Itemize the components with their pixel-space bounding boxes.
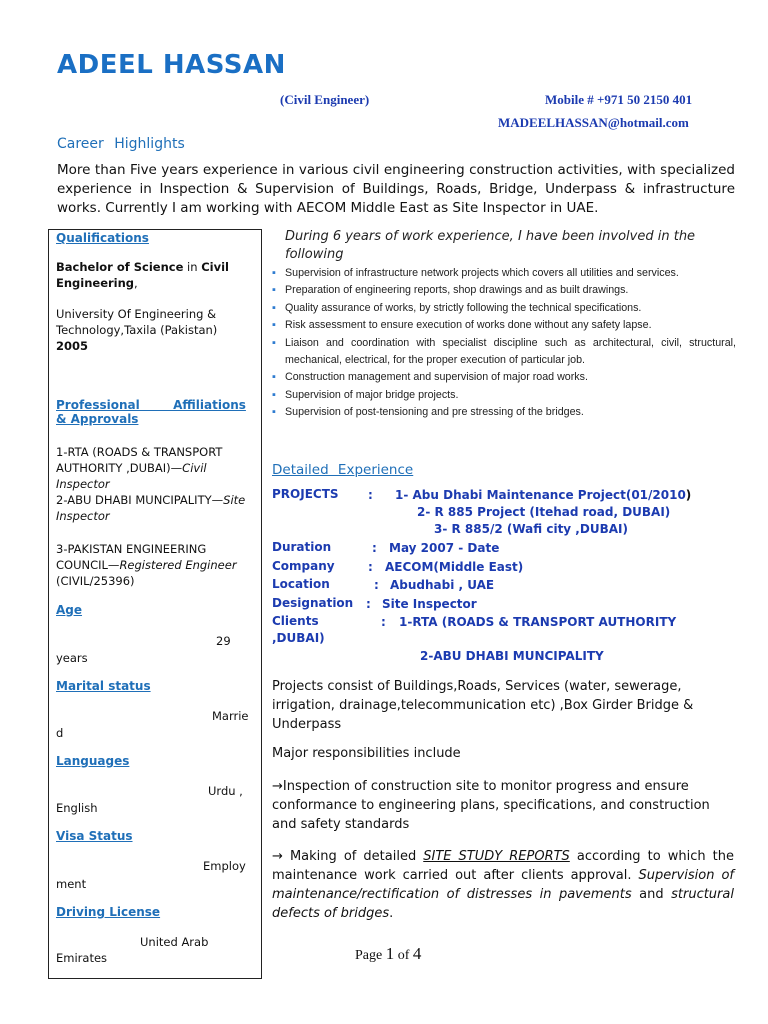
project-1 xyxy=(395,488,691,502)
age-heading: Age xyxy=(56,603,83,617)
age-unit: years xyxy=(56,651,88,665)
resp2-and: and xyxy=(631,887,672,902)
list-item: ▪ Liaison and coordination with specialist discipline such as architectural, civil, structural, mechanical, electrical, for the proper execution of particular job. xyxy=(272,335,736,370)
location-value: Abudhabi , UAE xyxy=(390,578,495,592)
affiliation-rta-role: Civil Inspector xyxy=(56,461,207,491)
resp2-middle: according to which the maintenance work carried out after clients approval. xyxy=(272,849,734,883)
page-current: 1 xyxy=(385,944,395,963)
marital-heading: Marital status xyxy=(56,679,151,693)
projects-description: Projects consist of Buildings,Roads, Services (water, sewerage, irrigation, drainage,telecommunication etc) ,Box Girder Bridge & Underpass xyxy=(272,679,694,732)
project-2: 2- R 885 Project (Itehad road, DUBAI) xyxy=(417,505,671,519)
experience-intro: During 6 years of work experience, I have been involved in the following xyxy=(285,229,696,262)
affiliations-heading-line1: Professional Affiliations xyxy=(56,398,246,412)
designation-label: Designation xyxy=(272,596,354,610)
age-value: 29 xyxy=(216,634,231,648)
major-responsibilities: Major responsibilities include xyxy=(272,746,461,761)
languages-value-2: English xyxy=(56,801,98,815)
driving-value-part2: Emirates xyxy=(56,951,108,965)
languages-value-1: Urdu , xyxy=(208,784,243,798)
degree xyxy=(56,259,254,291)
project-1-close: ) xyxy=(685,488,692,502)
page-total: 4 xyxy=(412,944,422,963)
languages-heading: Languages xyxy=(56,754,130,768)
location-label: Location xyxy=(272,577,330,591)
experience-bullets xyxy=(272,265,736,422)
affiliation-pec xyxy=(56,541,254,589)
projects-label: PROJECTS xyxy=(272,487,339,501)
affiliation-pec-role: Registered Engineer xyxy=(119,558,237,572)
list-item: ▪ Supervision of infrastructure network projects which covers all utilities and services. xyxy=(272,265,736,282)
marital-value-part2: d xyxy=(56,726,64,740)
clients-colon: : xyxy=(381,615,386,629)
location-colon: : xyxy=(374,578,379,592)
resp2-end: . xyxy=(389,906,394,921)
degree-name: Bachelor of Science xyxy=(56,260,184,274)
visa-value-part1: Employ xyxy=(203,859,246,873)
marital-value-part1: Marrie xyxy=(212,709,249,723)
affiliations-heading-line2: & Approvals xyxy=(56,412,139,426)
degree-comma: , xyxy=(134,276,138,290)
affiliation-adm-org: 2-ABU DHABI MUNCIPALITY— xyxy=(56,493,224,507)
degree-field: Civil Engineering xyxy=(56,260,229,290)
site-study-reports: SITE STUDY REPORTS xyxy=(423,849,570,864)
resp2-italic-1: Supervision of maintenance/rectification of distresses in pavements xyxy=(272,868,734,902)
company-colon: : xyxy=(368,560,373,574)
driving-heading: Driving License xyxy=(56,905,161,919)
projects-colon: : xyxy=(368,488,373,502)
visa-heading: Visa Status xyxy=(56,829,133,843)
client-1-city: ,DUBAI) xyxy=(272,631,325,645)
list-item: ▪ Supervision of post-tensioning and pre stressing of the bridges. xyxy=(272,404,736,421)
list-item: ▪ Supervision of major bridge projects. xyxy=(272,387,736,404)
university xyxy=(56,306,254,354)
career-summary: More than Five years experience in various civil engineering construction activities, with specialized experience in Inspection & Supervision of Buildings, Roads, Bridge, Underpass & infrastructure works. Currently I am working with AECOM Middle East as Site Inspector in UAE. xyxy=(57,162,735,216)
list-item: ▪ Construction management and supervision of major road works. xyxy=(272,369,736,386)
page-number xyxy=(355,944,421,964)
detailed-experience-heading: Detailed Experience xyxy=(272,462,414,478)
list-item: ▪ Quality assurance of works, by strictly following the technical specifications. xyxy=(272,300,736,317)
affiliations-heading xyxy=(56,398,254,426)
resp2-italic-2: structural defects of bridges xyxy=(272,887,734,921)
duration-colon: : xyxy=(372,541,377,555)
page-word: Page xyxy=(355,948,386,963)
mobile-number: Mobile # +971 50 2150 401 xyxy=(545,92,693,107)
list-item: ▪ Risk assessment to ensure execution of works done without any safety lapse. xyxy=(272,317,736,334)
list-item: ▪ Preparation of engineering reports, shop drawings and as built drawings. xyxy=(272,282,736,299)
visa-value-part2: ment xyxy=(56,877,87,891)
degree-in: in xyxy=(183,260,202,274)
qualifications-heading: Qualifications xyxy=(56,231,149,245)
candidate-name: ADEEL HASSAN xyxy=(57,50,286,80)
page-of: of xyxy=(394,948,413,963)
client-1: 1-RTA (ROADS & TRANSPORT AUTHORITY xyxy=(399,615,677,629)
driving-value-part1: United Arab xyxy=(140,935,209,949)
email-address[interactable]: MADEELHASSAN@hotmail.com xyxy=(498,115,689,130)
affiliation-rta xyxy=(56,444,254,524)
company-value: AECOM(Middle East) xyxy=(385,560,524,574)
designation-colon: : xyxy=(366,597,371,611)
project-1-text: 1- Abu Dhabi Maintenance Project(01/2010 xyxy=(395,488,686,502)
designation-value: Site Inspector xyxy=(382,597,477,611)
university-name: University Of Engineering & Technology,Taxila (Pakistan) xyxy=(56,307,218,337)
affiliation-rta-org: 1-RTA (ROADS & TRANSPORT AUTHORITY ,DUBAI)— xyxy=(56,445,223,475)
responsibility-2 xyxy=(272,847,734,923)
duration-value: May 2007 - Date xyxy=(389,541,500,555)
job-title: (Civil Engineer) xyxy=(280,92,370,107)
project-3: 3- R 885/2 (Wafi city ,DUBAI) xyxy=(434,522,628,536)
affiliation-pec-org: 3-PAKISTAN ENGINEERING COUNCIL— xyxy=(56,542,207,572)
resp2-lead: → Making of detailed xyxy=(272,849,424,864)
company-label: Company xyxy=(272,559,335,573)
duration-label: Duration xyxy=(272,540,332,554)
career-heading: Career Highlights xyxy=(57,136,185,152)
client-2: 2-ABU DHABI MUNCIPALITY xyxy=(420,649,604,663)
responsibility-1: →Inspection of construction site to monitor progress and ensure conformance to engineering plans, specifications, and construction and safety standards xyxy=(272,779,710,832)
affiliation-pec-number: (CIVIL/25396) xyxy=(56,574,135,588)
clients-label: Clients xyxy=(272,614,319,628)
affiliation-adm-role: Site Inspector xyxy=(56,493,246,523)
graduation-year: 2005 xyxy=(56,339,89,353)
